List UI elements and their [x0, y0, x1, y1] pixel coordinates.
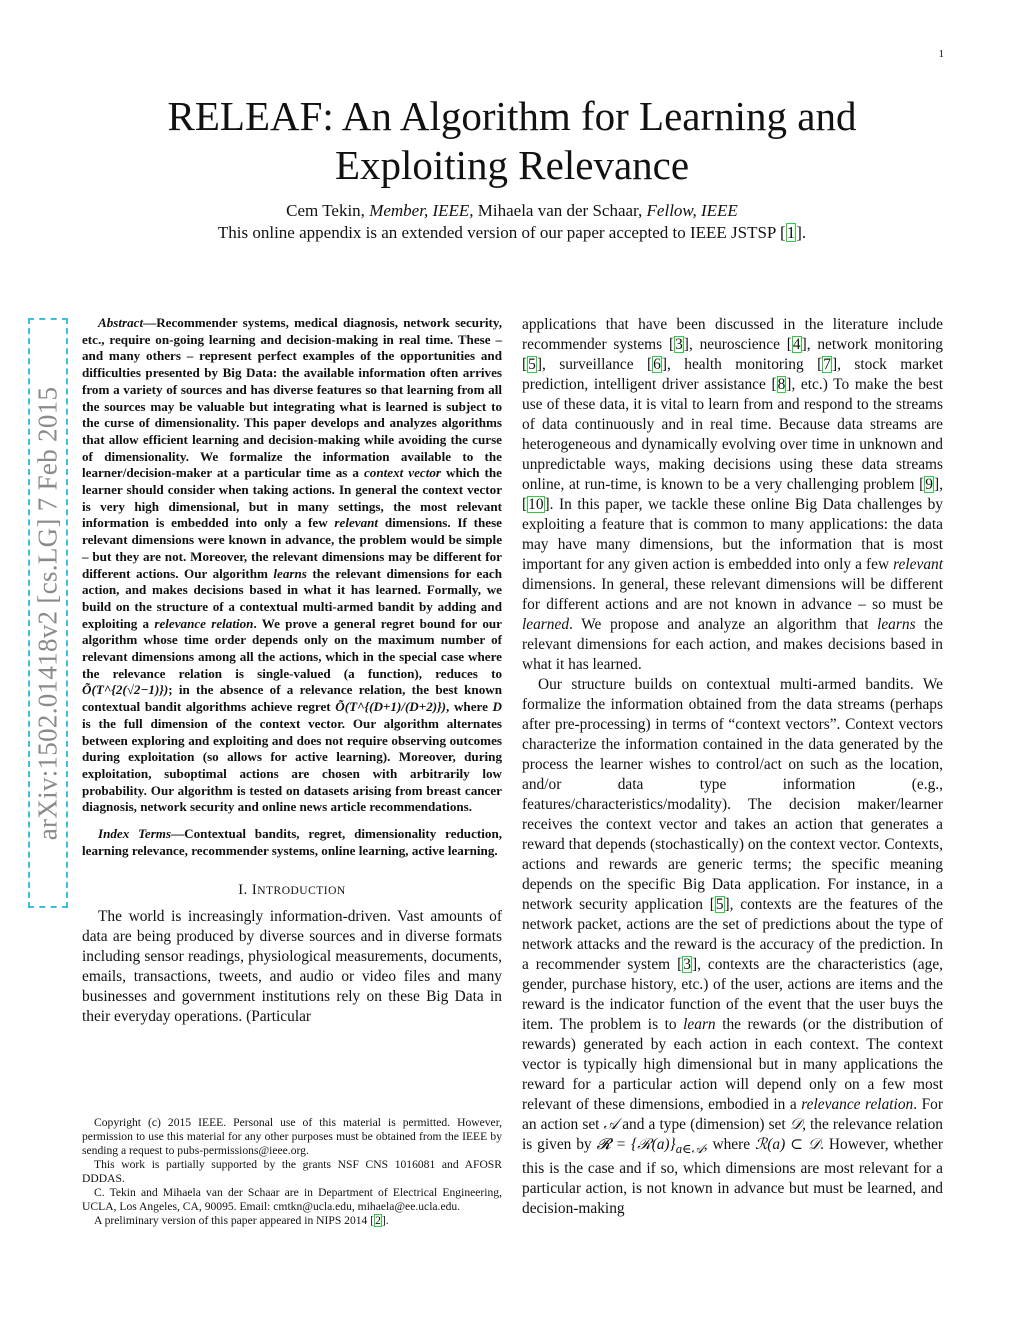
author-1-role: Member, IEEE: [369, 201, 470, 220]
citation-link[interactable]: 3: [675, 336, 683, 353]
body-text: . We propose and analyze an algorithm that: [569, 616, 878, 633]
body-emphasis: relevance relation: [801, 1096, 914, 1113]
citation-link[interactable]: 2: [375, 1214, 381, 1227]
abstract-emphasis: relevant: [334, 515, 379, 531]
footnote-end: .: [385, 1214, 389, 1227]
footnote-funding: This work is partially supported by the grants NSF CNS 1016081 and AFOSR DDDAS.: [82, 1158, 502, 1185]
body-text: Our structure builds on contextual multi-armed bandits. We formalize the information obtained from the data streams (perhaps after pre-processing) in terms of “context vectors”. Context vectors characterize the information contained in the data generated by the process the learner wishes to control/act on such as the location, and/or data type information (e.g., features/characteristics/modality). The decision maker/learner receives the context vector and takes an action that generates a reward that depends (stochastically) on the context vector. Contexts, actions and rewards are generic terms; the specific meaning depends on the specific Big Data application. For instance, in a network security application: [522, 676, 943, 913]
body-emphasis: learn: [683, 1016, 716, 1033]
body-emphasis: learned: [522, 616, 570, 633]
section-title-rest: NTRODUCTION: [257, 884, 346, 897]
abstract-text: which the learner should consider when taking actions. In general the context vector is very high dimensional, but in many settings, the most relevant information is embedded into only a few: [82, 465, 502, 531]
abstract-text: the relevant dimensions for each action, and makes decisions based in what it has learned. Formally, we build on the structure of a contextual multi-armed bandit by adding and exploiting a: [82, 565, 502, 631]
author-2: , Mihaela van der Schaar,: [469, 201, 643, 220]
body-text: ,: [939, 476, 943, 493]
body-text: dimensions. In general, these relevant dimensions will be different for different actions and are not known in advance – so must be: [522, 576, 943, 613]
citation-link[interactable]: 3: [683, 956, 691, 973]
body-text: . In this paper, we tackle these online Big Data challenges by exploiting a feature that is common to many applications: the data may have many dimensions, but the information that is most important for any given action is embedded into only a few: [522, 496, 943, 573]
body-emphasis: learns: [877, 616, 916, 633]
body-text: , surveillance: [541, 356, 648, 373]
section-numeral: I.: [238, 881, 252, 898]
appendix-note: This online appendix is an extended version of our paper accepted to IEEE JSTSP [1].: [217, 223, 807, 242]
body-text: , health monitoring: [667, 356, 818, 373]
body-emphasis: relevant: [893, 556, 943, 573]
citation-link[interactable]: 10: [528, 496, 544, 513]
body-text: . However, whether this is the case and if so, which dimensions are most relevant for a particular action, is not known in advance but must be learned, and decision-making: [522, 1136, 944, 1218]
abstract: [82, 315, 502, 816]
citation-link[interactable]: 8: [777, 376, 786, 393]
author-line: [100, 200, 924, 222]
body-text: , contexts are the characteristics (age, gender, purchase history, etc.) of the user, actions are items and the reward is the indicator function of the event that the user buys the item. The problem is to: [522, 956, 943, 1033]
abstract-emphasis: learns: [273, 565, 307, 581]
body-paragraph: Our structure builds on contextual multi-armed bandits. We formalize the information obtained from the data streams (perhaps after pre-processing) in terms of “context vectors”. Context vectors characterize the information contained in the data generated by the process the learner wishes to control/act on such as the location, and/or data type information (e.g., features/characteristics/modality). The decision maker/learner receives the context vector and takes an action that generates a reward that depends (stochastically) on the context vector. Contexts, actions and rewards are generic terms; the specific meaning depends on the specific Big Data application. For instance, in a network security application [5], contexts are the features of the network packet, actions are the set of predictions about the type of network attacks and the reward is the accuracy of the prediction. In a recommender system [3], contexts are the characteristics (age, gender, purchase history, etc.) of the user, actions are items and the reward is the indicator function of the event that the user buys the item. The problem is to learn the rewards (or the distribution of rewards) generated by each action in each context. The context vector is typically high dimensional but in many applications the reward for a particular action will depend only on a few most relevant of these dimensions, embodied in a relevance relation. For an action set 𝒜 and a type (dimension) set 𝒟, the relevance relation is given by 𝓡 = $\{ℛ(a)\}_{a\in 𝒜}$, where ℛ(a) ⊂ 𝒟. However, whether this is the case and if so, which dimensions are most relevant for a particular action, is not known in advance but must be learned, and decision-making: [522, 676, 944, 1218]
body-text: , stock market prediction, intelligent driver assistance: [522, 356, 943, 393]
abstract-text: is the full dimension of the context vector. Our algorithm alternates between exploring and exploiting and does not require observing outcomes during exploitation (so allows for active learning). Moreover, during exploitation, suboptimal actions are chosen with arbitrarily low probability. Our algorithm is tested on datasets arising from breast cancer diagnosis, network security and online news article recommendations.: [82, 715, 502, 815]
body-text: , neuroscience: [688, 336, 787, 353]
citation-link[interactable]: 1: [786, 223, 796, 242]
abstract-text: . We prove a general regret bound for our algorithm whose time order depends only on the maximum number of relevant dimensions among all the actions, which in the special case where the relevance relation is single-valued (a function), reduces to: [82, 615, 502, 681]
index-terms-label: Index Terms: [98, 826, 172, 842]
footnote-text: A preliminary version of this paper appeared in NIPS 2014: [94, 1214, 368, 1227]
citation-link[interactable]: 4: [792, 336, 801, 353]
page-number: 1: [938, 48, 944, 60]
footnote-preliminary: A preliminary version of this paper appeared in NIPS 2014 [2].: [94, 1214, 389, 1227]
body-text: , where: [703, 1136, 755, 1153]
abstract-emphasis: context vector: [363, 465, 442, 481]
body-paragraph: applications that have been discussed in the literature include recommender systems [3], neuroscience [4], network monitoring [5], surveillance [6], health monitoring [7], stock market prediction, intelligent driver assistance [8], etc.) To make the best use of these data, it is vital to learn from and respond to the streams of data continuously and in real time. Because data streams are heterogeneous and dynamically evolving over time in unknown and unpredictable ways, making decisions using these data streams online, at run-time, is known to be a very challenging problem [9], [10]. In this paper, we tackle these online Big Data challenges by exploiting a feature that is common to many applications: the data may have many dimensions, but the information that is most important for any given action is embedded into only a few relevant dimensions. In general, these relevant dimensions will be different for different actions and are not known in advance – so must be learned. We propose and analyze an algorithm that learns the relevant dimensions for each action, and makes decisions based in what it has learned.: [522, 316, 943, 673]
arxiv-id[interactable]: arXiv:1502.01418v2 [cs.LG] 7 Feb 2015: [32, 386, 63, 840]
math-symbol: 𝒜: [603, 1116, 619, 1133]
body-text: the rewards (or the distribution of rewards) generated by each action in each context. The context vector is typically high dimensional but in many applications the reward for a particular action will depend only on a few most relevant of these dimensions, embodied in a: [522, 1016, 943, 1113]
index-terms-text: —Contextual bandits, regret, dimensionality reduction, learning relevance, recommender systems, online learning, active learning.: [82, 826, 502, 858]
body-text: , the relevance relation is given by: [522, 1116, 943, 1153]
author-1: Cem Tekin,: [286, 201, 365, 220]
math-subscript: a∈𝒜: [675, 1142, 704, 1157]
body-text: the relevant dimensions for each action, and makes decisions based in what it has learned.: [522, 616, 943, 673]
math-expression: ℛ(a) ⊂ 𝒟: [754, 1136, 821, 1153]
citation-link[interactable]: 5: [528, 356, 536, 373]
abstract-text: ; in the absence of a relevance relation, the best known contextual bandit algorithms achieve regret: [82, 682, 502, 715]
body-text: . For an action set: [522, 1096, 943, 1133]
right-column: [522, 315, 943, 1219]
intro-paragraph: The world is increasingly information-driven. Vast amounts of data are being produced by diverse sources and in diverse formats including sensor readings, physiological measurements, documents, emails, transactions, tweets, and audio or video files and many businesses and government institutions rely on these Big Data in their everyday operations. (Particular: [82, 907, 502, 1025]
math-expression: Õ(T^{(D+1)/(D+2)}): [335, 699, 447, 715]
appendix-text: This online appendix is an extended version of our paper accepted to IEEE JSTSP: [217, 223, 776, 242]
citation-link[interactable]: 7: [823, 356, 831, 373]
body-text: applications that have been discussed in the literature include recommender systems: [522, 316, 943, 353]
body-text: and a type (dimension) set: [618, 1116, 790, 1133]
footnote-affiliation: C. Tekin and Mihaela van der Schaar are in Department of Electrical Engineering, UCLA, Los Angeles, CA, 90095. Email: cmtkn@ucla.edu, mihaela@ee.ucla.edu.: [82, 1186, 502, 1213]
body-text: , contexts are the features of the network packet, actions are the set of predictions about the type of network attacks and the reward is the accuracy of the prediction. In a recommender system: [522, 896, 944, 973]
math-symbol: 𝒟: [789, 1116, 803, 1133]
abstract-text: , where: [446, 699, 493, 715]
abstract-text: dimensions. If these relevant dimensions were known in advance, the problem would be simple – but they are not. Moreover, the relevant dimensions may be different for different actions. Our algorithm: [82, 515, 502, 581]
math-expression: 𝓡 = {ℛ(a)}: [596, 1136, 676, 1153]
section-heading: [82, 882, 502, 899]
citation-link[interactable]: 6: [653, 356, 661, 373]
abstract-label: Abstract: [98, 315, 144, 330]
left-column: [82, 315, 502, 1027]
citation-link[interactable]: 5: [715, 896, 724, 913]
footnotes: [82, 1116, 502, 1228]
footnote-copyright: Copyright (c) 2015 IEEE. Personal use of this material is permitted. However, permission to use this material for any other purposes must be obtained from the IEEE by sending a request to pubs-permissions@ieee.org.: [82, 1116, 502, 1157]
abstract-text: —Recommender systems, medical diagnosis, network security, etc., require on-going learning and decision-making in real time. These – and many others – represent perfect examples of the opportunities and difficulties presented by Big Data: the available information often arrives from a variety of sources and has diverse features so that learning from all the sources may be valuable but integrating what is learned is subject to the curse of dimensionality. This paper develops and analyzes algorithms that allow efficient learning and decision-making while avoiding the curse of dimensionality. We formalize the information available to the learner/decision-maker at a particular time as a: [82, 315, 502, 481]
math-expression: Õ(T^{2(√2−1)}): [82, 682, 169, 698]
abstract-emphasis: relevance relation: [154, 615, 254, 631]
citation-link[interactable]: 9: [925, 476, 933, 493]
index-terms: [82, 826, 502, 859]
math-expression: D: [492, 699, 502, 715]
author-2-role: Fellow, IEEE: [646, 201, 738, 220]
body-text: , network monitoring: [806, 336, 943, 353]
arxiv-stamp: [28, 318, 68, 908]
section-initial: I: [251, 881, 258, 898]
body-text: , etc.) To make the best use of these data, it is vital to learn from and respond to the streams of data continuously and in real time. Because data streams are heterogeneous and dynamically evolving over time in unknown and unpredictable ways, making decisions using these data streams online, at run-time, is known to be a very challenging problem: [522, 376, 943, 493]
paper-title: RELEAF: An Algorithm for Learning and Exploiting Relevance: [167, 93, 857, 188]
